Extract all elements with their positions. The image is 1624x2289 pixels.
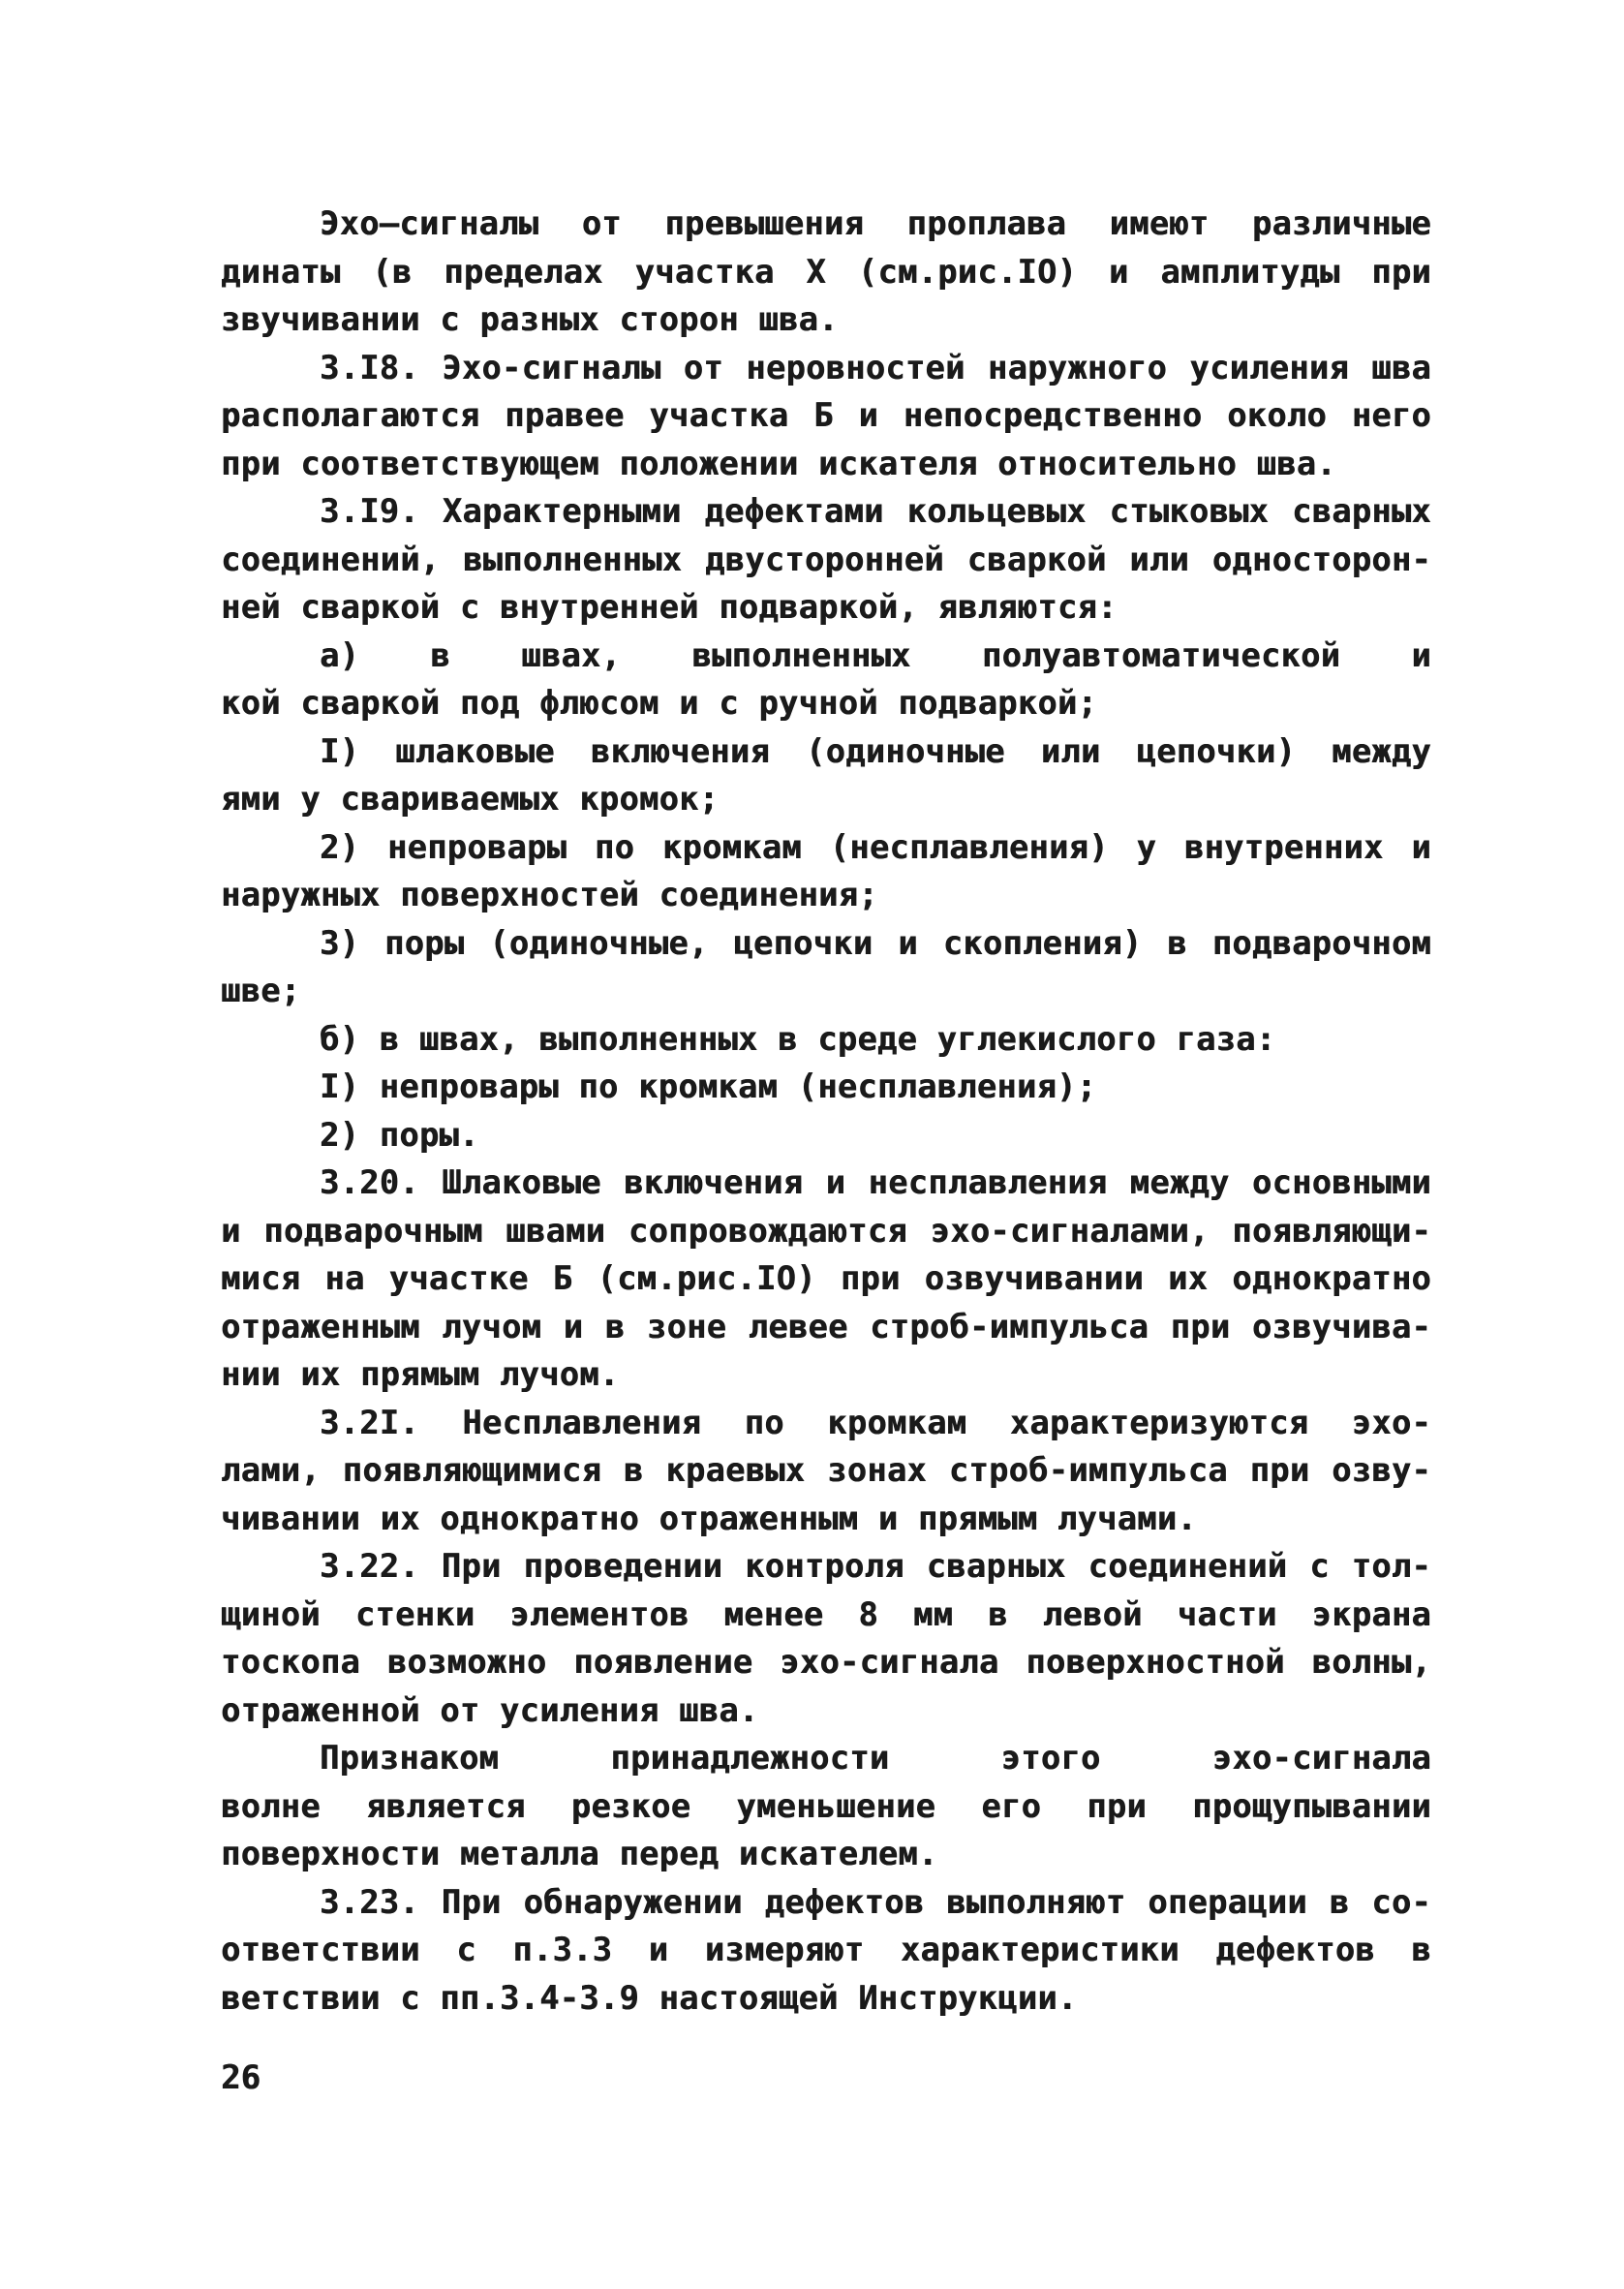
text-line: соединений, выполненных двусторонней сваркой или односторон- [221,540,1431,578]
text-line: щиной стенки элементов менее 8 мм в левой части экрана [221,1594,1431,1633]
text-line: 3.I9. Характерными дефектами кольцевых стыковых сварных [320,492,1431,530]
text-line: шве; [221,972,301,1009]
text-line: нии их прямым лучом. [221,1355,620,1393]
text-line: поверхности металла перед искателем. [221,1835,938,1872]
text-line: ями у свариваемых кромок; [221,780,720,818]
text-line: 3.23. При обнаружении дефектов выполняют операции в со- [320,1882,1431,1921]
text-line: звучивании с разных сторон шва. [221,300,839,338]
text-line: Эхо–сигналы от превышения проплава имеют различные [320,204,1431,242]
text-line: ней сваркой с внутренней подваркой, являются: [221,588,1118,626]
text-line: I) шлаковые включения (одиночные или цепочки) между [320,731,1431,770]
text-line: 3.I8. Эхо-сигналы от неровностей наружного усиления шва [320,348,1431,387]
text-line: 3.20. Шлаковые включения и несплавления между основными [320,1163,1431,1201]
text-line: динаты (в пределах участка X (см.рис.IO) и амплитуды при [221,252,1431,291]
text-line: ответствии с п.3.3 и измеряют характеристики дефектов в [221,1931,1431,1968]
text-line: 3.22. При проведении контроля сварных соединений с тол- [320,1547,1431,1585]
body-text [221,200,1431,2022]
text-line: I) непровары по кромкам (несплавления); [320,1067,1097,1105]
text-line: 3.2I. Несплавления по кромкам характеризуются эхо- [320,1403,1431,1441]
text-line: а) в швах, выполненных полуавтоматической и [320,635,1431,674]
text-line: 2) непровары по кромкам (несплавления) у внутренних и [320,827,1431,866]
text-line: отраженной от усиления шва. [221,1690,759,1729]
text-line: отраженным лучом и в зоне левее строб-импульса при озвучива- [221,1307,1431,1346]
text-line: располагаются правее участка Б и непосредственно около него [221,396,1431,434]
text-line: 2) поры. [320,1115,479,1154]
text-line: чивании их однократно отраженным и прямым лучами. [221,1499,1197,1537]
text-line: волне является резкое уменьшение его при прощупывании [221,1786,1431,1825]
text-line: мися на участке Б (см.рис.IO) при озвучивании их однократно [221,1259,1431,1297]
text-line: б) в швах, выполненных в среде углекислого газа: [320,1019,1276,1058]
text-line: и подварочным швами сопровождаются эхо-сигналами, появляющи- [221,1211,1431,1250]
text-line: ветствии с пп.3.4-3.9 настоящей Инструкции. [221,1978,1078,2017]
text-line: кой сваркой под флюсом и с ручной подваркой; [221,684,1098,722]
text-line: Признаком принадлежности этого эхо-сигнала [320,1739,1431,1777]
text-line: лами, появляющимися в краевых зонах строб-импульса при озву- [221,1451,1431,1489]
text-line: тоскопа возможно появление эхо-сигнала поверхностной волны, [221,1643,1431,1681]
page-number: 26 [221,2058,260,2097]
text-line: при соответствующем положении искателя относительно шва. [221,444,1336,482]
text-line: 3) поры (одиночные, цепочки и скопления) в подварочном [320,923,1431,962]
text-line: наружных поверхностей соединения; [221,876,878,913]
